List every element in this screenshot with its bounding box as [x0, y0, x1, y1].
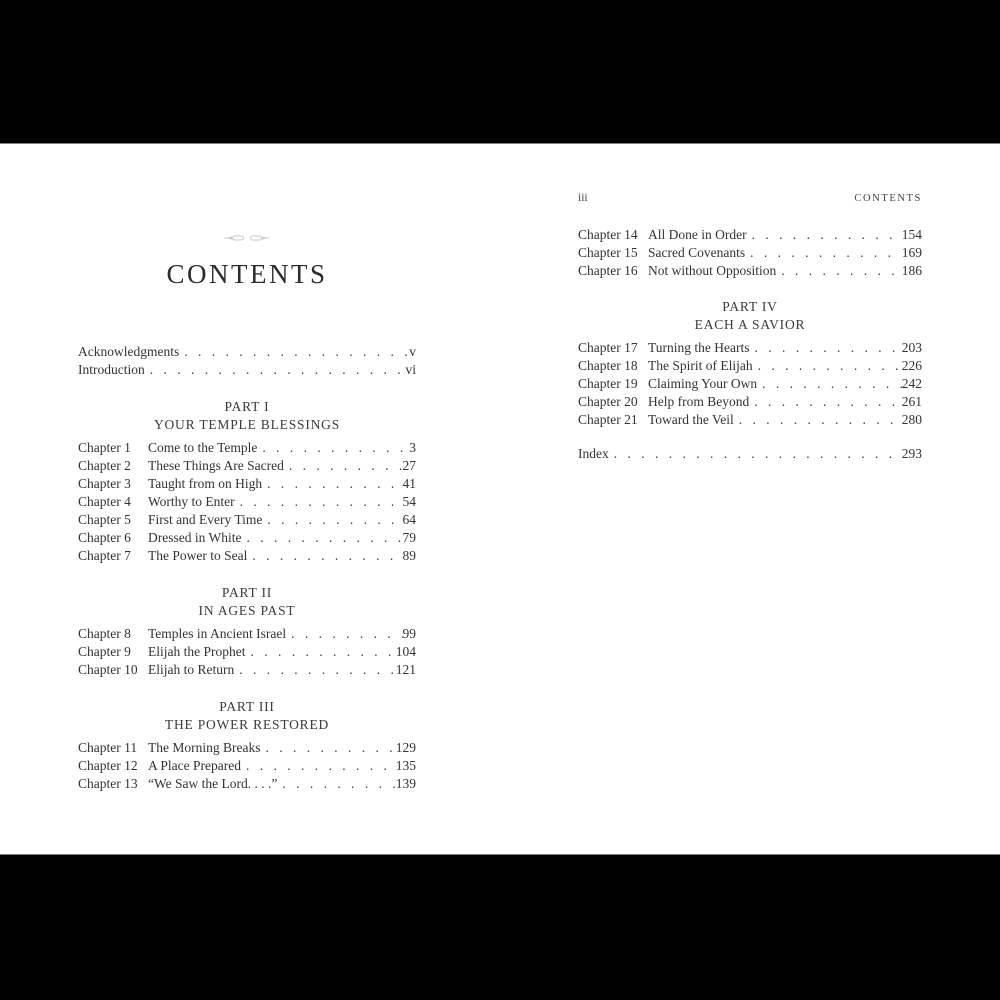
- chapter-number: Chapter 13: [78, 776, 138, 791]
- chapter-title: Temples in Ancient Israel: [148, 626, 287, 641]
- toc-entry: [78, 643, 416, 661]
- chapter-title: The Morning Breaks: [148, 740, 261, 755]
- chapter-title: First and Every Time: [148, 512, 263, 527]
- chapter-page: 121: [395, 662, 416, 677]
- toc-entry: [78, 775, 416, 793]
- toc-entry: [578, 262, 922, 280]
- toc-entry-index: [578, 445, 922, 463]
- chapter-page: 41: [402, 476, 416, 491]
- page-title: CONTENTS: [166, 259, 328, 289]
- chapter-number: Chapter 10: [78, 662, 138, 677]
- chapter-number: Chapter 9: [78, 644, 131, 659]
- toc-entry-acknowledgments: [78, 343, 416, 361]
- chapter-number: Chapter 12: [78, 758, 138, 773]
- dot-leader: [286, 625, 402, 643]
- dot-leader: [734, 411, 902, 429]
- chapter-list: [78, 439, 416, 565]
- chapter-number: Chapter 16: [578, 263, 638, 278]
- entry-label: Index: [578, 446, 609, 461]
- dot-leader: [235, 493, 403, 511]
- toc-entry: [578, 375, 922, 393]
- chapter-number: Chapter 6: [78, 530, 131, 545]
- dot-leader: [753, 357, 902, 375]
- dot-leader: [776, 262, 901, 280]
- chapter-title: Dressed in White: [148, 530, 242, 545]
- entry-page: v: [409, 344, 416, 359]
- part-subtitle: YOUR TEMPLE BLESSINGS: [153, 417, 341, 432]
- dot-leader: [262, 475, 402, 493]
- chapter-page: 129: [395, 740, 416, 755]
- chapter-title: The Spirit of Elijah: [648, 358, 753, 373]
- toc-entry: [78, 625, 416, 643]
- dot-leader: [747, 226, 902, 244]
- toc-entry: [78, 457, 416, 475]
- chapter-number: Chapter 17: [578, 340, 638, 355]
- dot-leader: [262, 511, 402, 529]
- toc-entry-introduction: [78, 361, 416, 379]
- page-header: [578, 189, 922, 207]
- toc-entry: [78, 757, 416, 775]
- chapter-title: Worthy to Enter: [148, 494, 235, 509]
- dot-leader: [757, 375, 902, 393]
- chapter-number: Chapter 14: [578, 227, 638, 242]
- part-subtitle: IN AGES PAST: [198, 603, 296, 618]
- chapter-page: 186: [901, 263, 922, 278]
- dot-leader: [257, 439, 409, 457]
- dot-leader: [241, 529, 402, 547]
- toc-entry: [78, 511, 416, 529]
- chapter-title: Turning the Hearts: [648, 340, 750, 355]
- dot-leader: [245, 643, 395, 661]
- chapter-page: 261: [901, 394, 922, 409]
- dot-leader: [749, 393, 902, 411]
- chapter-number: Chapter 21: [578, 412, 638, 427]
- dot-leader: [179, 343, 409, 361]
- toc-entry: [78, 529, 416, 547]
- chapter-page: 3: [409, 440, 416, 455]
- part-subtitle: THE POWER RESTORED: [164, 717, 330, 732]
- chapter-number: Chapter 7: [78, 548, 131, 563]
- chapter-list-continued: [578, 226, 922, 280]
- chapter-page: 154: [901, 227, 922, 242]
- toc-entry: [78, 475, 416, 493]
- chapter-title: “We Saw the Lord. . . .”: [148, 776, 278, 791]
- running-head: CONTENTS: [854, 193, 922, 204]
- chapter-number: Chapter 4: [78, 494, 131, 509]
- toc-entry: [578, 411, 922, 429]
- chapter-page: 280: [901, 412, 922, 427]
- chapter-page: 242: [901, 376, 922, 391]
- chapter-list: [78, 739, 416, 793]
- part-heading: PART II: [221, 585, 273, 600]
- chapter-title: Sacred Covenants: [648, 245, 746, 260]
- chapter-list: [578, 339, 922, 429]
- entry-label: Introduction: [78, 362, 145, 377]
- chapter-number: Chapter 1: [78, 440, 131, 455]
- chapter-page: 27: [402, 458, 416, 473]
- dot-leader: [145, 361, 406, 379]
- chapter-page: 104: [395, 644, 416, 659]
- chapter-title: These Things Are Sacred: [148, 458, 284, 473]
- folio-number: iii: [578, 192, 588, 204]
- dot-leader: [745, 244, 902, 262]
- chapter-title: Claiming Your Own: [648, 376, 758, 391]
- chapter-page: 79: [402, 530, 416, 545]
- chapter-list: [78, 625, 416, 679]
- book-spread: [0, 143, 1000, 855]
- chapter-number: Chapter 19: [578, 376, 638, 391]
- entry-label: Acknowledgments: [78, 344, 180, 359]
- entry-page: vi: [405, 362, 416, 377]
- dot-leader: [750, 339, 902, 357]
- toc-entry: [578, 339, 922, 357]
- chapter-number: Chapter 8: [78, 626, 131, 641]
- toc-entry: [78, 661, 416, 679]
- chapter-page: 139: [395, 776, 416, 791]
- toc-entry: [78, 493, 416, 511]
- toc-entry: [78, 439, 416, 457]
- chapter-number: Chapter 5: [78, 512, 131, 527]
- chapter-page: 135: [395, 758, 416, 773]
- left-page: [78, 144, 416, 793]
- chapter-title: The Power to Seal: [148, 548, 248, 563]
- toc-entry: [578, 226, 922, 244]
- chapter-title: Come to the Temple: [148, 440, 258, 455]
- chapter-page: 99: [402, 626, 416, 641]
- chapter-page: 226: [901, 358, 922, 373]
- part-heading: PART III: [219, 699, 275, 714]
- back-matter-list: [578, 445, 922, 463]
- dot-leader: [284, 457, 403, 475]
- chapter-page: 64: [402, 512, 416, 527]
- dot-leader: [234, 661, 396, 679]
- chapter-number: Chapter 11: [78, 740, 138, 755]
- dot-leader: [247, 547, 402, 565]
- toc-entry: [578, 393, 922, 411]
- chapter-number: Chapter 2: [78, 458, 131, 473]
- part-heading: PART IV: [722, 299, 778, 314]
- part-subtitle: EACH A SAVIOR: [694, 317, 806, 332]
- chapter-title: Elijah to Return: [148, 662, 235, 677]
- chapter-title: Toward the Veil: [648, 412, 734, 427]
- chapter-page: 89: [402, 548, 416, 563]
- front-matter-list: [78, 343, 416, 379]
- chapter-title: Elijah the Prophet: [148, 644, 246, 659]
- toc-entry: [78, 547, 416, 565]
- part-heading: PART I: [224, 399, 270, 414]
- dot-leader: [277, 775, 395, 793]
- fleuron-divider-icon: [78, 230, 416, 242]
- toc-entry: [578, 357, 922, 375]
- toc-entry: [578, 244, 922, 262]
- chapter-title: Taught from on High: [148, 476, 263, 491]
- dot-leader: [609, 445, 902, 463]
- chapter-title: A Place Prepared: [148, 758, 241, 773]
- dot-leader: [260, 739, 395, 757]
- chapter-page: 54: [402, 494, 416, 509]
- chapter-number: Chapter 3: [78, 476, 131, 491]
- chapter-number: Chapter 20: [578, 394, 638, 409]
- chapter-title: All Done in Order: [648, 227, 747, 242]
- right-page: [578, 144, 922, 463]
- chapter-page: 203: [901, 340, 922, 355]
- dot-leader: [241, 757, 396, 775]
- chapter-title: Not without Opposition: [648, 263, 777, 278]
- toc-entry: [78, 739, 416, 757]
- chapter-page: 169: [901, 245, 922, 260]
- chapter-number: Chapter 15: [578, 245, 638, 260]
- chapter-number: Chapter 18: [578, 358, 638, 373]
- chapter-title: Help from Beyond: [648, 394, 750, 409]
- entry-page: 293: [901, 446, 922, 461]
